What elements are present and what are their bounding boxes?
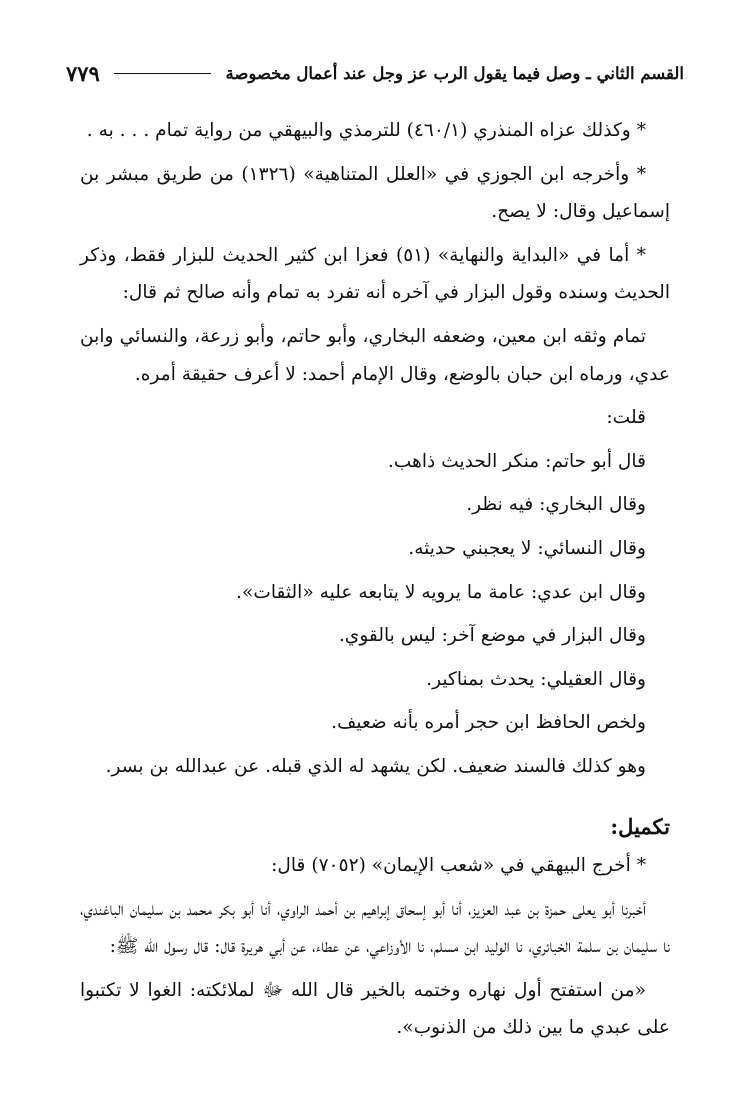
paragraph-tammam-grading: تمام وثقه ابن معين، وضعفه البخاري، وأبو حاتم، وأبو زرعة، والنسائي وابن عدي، ورماه ابن حبان بالوضع، وقال الإمام أحمد: لا أعرف حقيقة أمره. [80,325,670,385]
paragraph-ibn-hajar: ولخص الحافظ ابن حجر أمره بأنه ضعيف. [331,712,646,734]
page-number: ٧٧٩ [66,60,100,86]
paragraph-nasai: وقال النسائي: لا يعجبني حديثه. [408,537,646,559]
paragraph-uqayli: وقال العقيلي: يحدث بمناكير. [426,668,646,690]
header-rule [114,73,212,74]
paragraph-bayhaqi: * أخرج البيهقي في «شعب الإيمان» (٧٠٥٢) قال: [271,855,646,877]
paragraph-isnad: أخبرنا أبو يعلى حمزة بن عبد العزيز، أنا أبو إسحاق إبراهيم بن أحمد الراوي، أنا أبو بكر محمد بن سليمان الباغندي، نا سليمان بن سلمة الخبائري، نا الوليد ابن مسلم، نا الأوزاعي، عن عطاء، عن أبي هريرة قال: قال رسول الله ﷺ: [80,898,670,958]
paragraph-ibn-kathir: * أما في «البداية والنهاية» (٥١) فعزا ابن كثير الحديث للبزار فقط، وذكر الحديث وسنده وقول البزار في آخره أنه تفرد به تمام وأنه صالح ثم قال: [80,244,670,304]
paragraph-conclusion: وهو كذلك فالسند ضعيف. لكن يشهد له الذي قبله. عن عبدالله بن بسر. [105,755,646,777]
page-body [80,112,670,1047]
paragraph-abu-hatim: قال أبو حاتم: منكر الحديث ذاهب. [387,450,646,472]
paragraph-mundhiri: * وكذلك عزاه المنذري (٤٦٠/١) للترمذي والبيهقي من رواية تمام . . . به . [86,120,646,141]
paragraph-hadith-text: «من استفتح أول نهاره وختمه بالخير قال الله ﷻ لملائكته: الغوا لا تكتبوا على عبدي ما بين ذلك من الذنوب». [80,979,670,1039]
paragraph-ibn-jawzi: * وأخرجه ابن الجوزي في «العلل المتناهية» (١٣٢٦) من طريق مبشر بن إسماعيل وقال: لا يصح. [80,163,670,223]
paragraph-ibn-adi: وقال ابن عدي: عامة ما يرويه لا يتابعه عليه «الثقات». [236,581,646,603]
paragraph-bukhari: وقال البخاري: فيه نظر. [466,494,646,516]
running-title: القسم الثاني ـ وصل فيما يقول الرب عز وجل عند أعمال مخصوصة [225,63,684,83]
page-header [66,56,684,90]
section-title: تكميل: [610,813,670,839]
paragraph-bazzar: وقال البزار في موضع آخر: ليس بالقوي. [338,625,646,647]
paragraph-qultu: قلت: [606,407,646,429]
